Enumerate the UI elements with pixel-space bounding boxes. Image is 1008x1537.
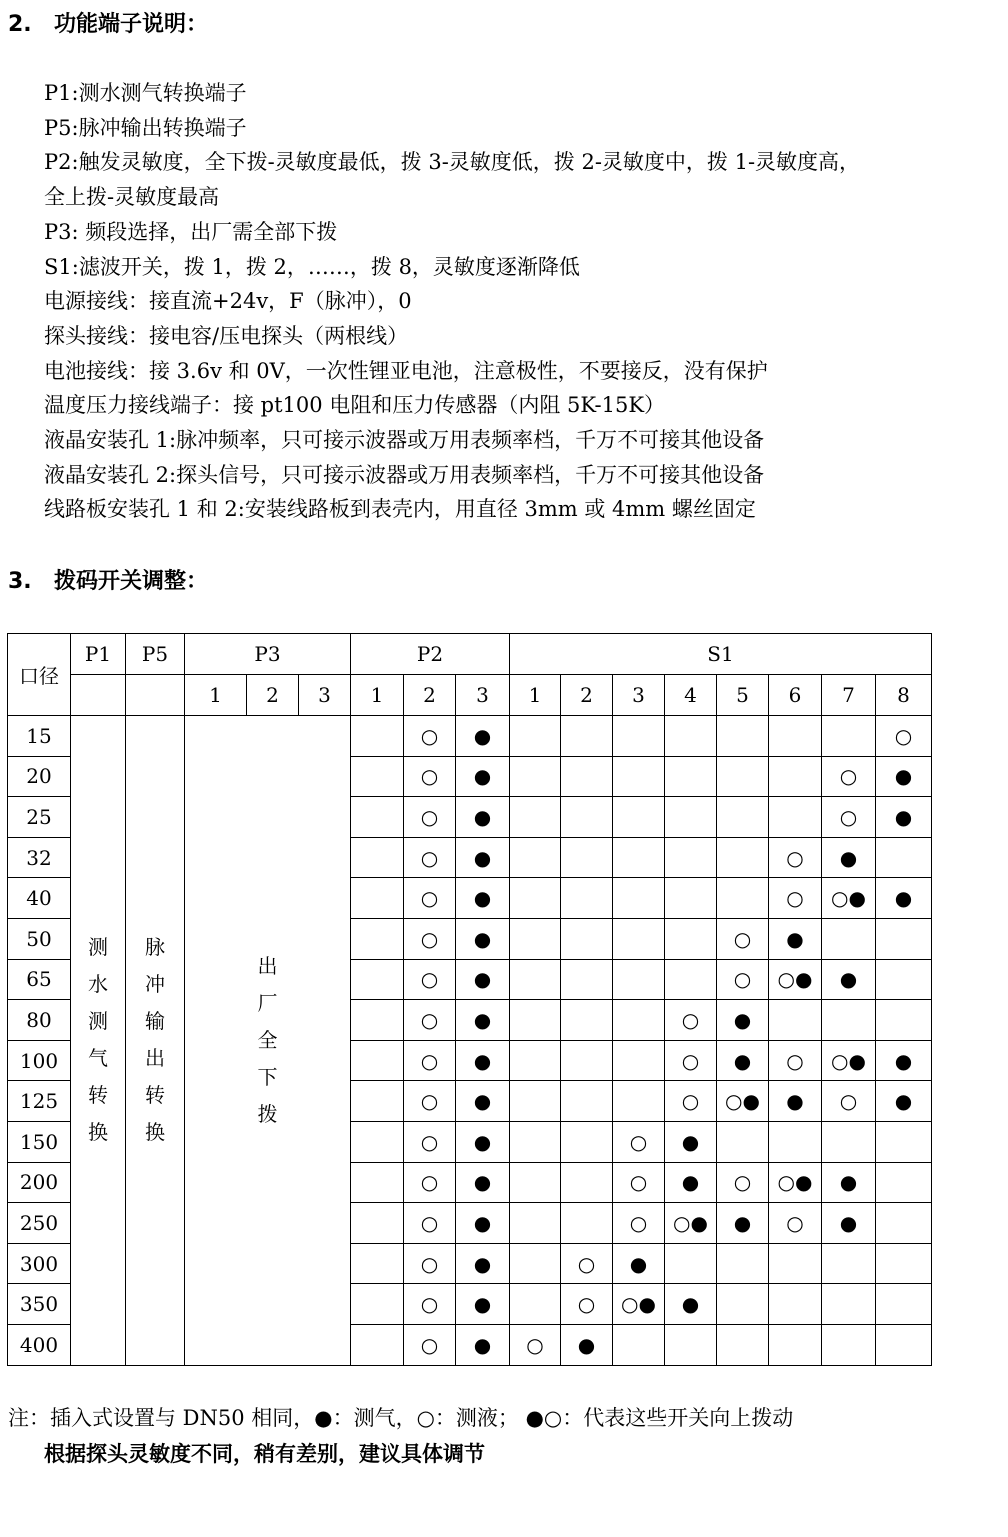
s1-switch-3-cell: ○ — [613, 1162, 665, 1203]
p2-switch-3-cell: ● — [456, 918, 510, 959]
subheader-p3-3: 3 — [299, 675, 351, 716]
s1-switch-6-cell: ○● — [769, 1162, 822, 1203]
s1-switch-6-cell: ● — [769, 1081, 822, 1122]
diameter-cell: 125 — [8, 1081, 71, 1122]
header-s1: S1 — [510, 634, 932, 675]
p2-switch-2-cell: ○ — [404, 878, 456, 919]
s1-switch-1-cell — [510, 1203, 561, 1244]
header-diameter: 口径 — [8, 634, 71, 716]
s1-switch-3-cell: ○ — [613, 1203, 665, 1244]
s1-switch-1-cell — [510, 878, 561, 919]
s1-switch-1-cell — [510, 797, 561, 838]
subheader-row — [8, 675, 932, 716]
s1-switch-3-cell: ○ — [613, 1121, 665, 1162]
s1-switch-2-cell — [561, 878, 613, 919]
s1-switch-2-cell — [561, 1040, 613, 1081]
s1-switch-3-cell — [613, 716, 665, 757]
s1-switch-2-cell — [561, 1203, 613, 1244]
s1-switch-4-cell — [665, 878, 717, 919]
s1-switch-5-cell — [717, 1121, 769, 1162]
section-3-title: 拨码开关调整： — [54, 569, 209, 594]
s1-switch-7-cell: ○● — [822, 1040, 876, 1081]
s1-switch-5-cell: ○ — [717, 1162, 769, 1203]
s1-switch-2-cell — [561, 716, 613, 757]
s1-switch-7-cell — [822, 1000, 876, 1041]
section-2-title: 功能端子说明： — [54, 12, 209, 37]
s1-switch-8-cell: ○ — [876, 716, 932, 757]
description-line: P2:触发灵敏度，全下拨-灵敏度最低，拨 3-灵敏度低，拨 2-灵敏度中，拨 1-灵敏度高， — [44, 150, 861, 175]
diameter-cell: 300 — [8, 1243, 71, 1284]
s1-switch-3-cell — [613, 1040, 665, 1081]
s1-switch-6-cell: ○ — [769, 837, 822, 878]
description-line: 液晶安装孔 2:探头信号，只可接示波器或万用表频率档，千万不可接其他设备 — [44, 462, 765, 487]
s1-switch-2-cell — [561, 1162, 613, 1203]
p2-switch-2-cell: ○ — [404, 959, 456, 1000]
s1-switch-7-cell: ○ — [822, 1081, 876, 1122]
description-line: 线路板安装孔 1 和 2:安装线路板到表壳内，用直径 3mm 或 4mm 螺丝固定 — [44, 497, 756, 522]
s1-switch-1-cell — [510, 1243, 561, 1284]
p2-switch-1-cell — [351, 878, 404, 919]
diameter-cell: 200 — [8, 1162, 71, 1203]
p2-switch-3-cell: ● — [456, 1081, 510, 1122]
s1-switch-7-cell — [822, 918, 876, 959]
p2-switch-3-cell: ● — [456, 1284, 510, 1325]
s1-switch-3-cell — [613, 959, 665, 1000]
s1-switch-3-cell — [613, 1000, 665, 1041]
s1-switch-8-cell — [876, 1162, 932, 1203]
s1-switch-1-cell — [510, 1040, 561, 1081]
diameter-cell: 400 — [8, 1324, 71, 1365]
s1-switch-5-cell — [717, 756, 769, 797]
diameter-cell: 32 — [8, 837, 71, 878]
section-3-heading — [8, 567, 208, 597]
s1-switch-2-cell — [561, 837, 613, 878]
p2-switch-3-cell: ● — [456, 716, 510, 757]
header-p1-blank — [71, 675, 126, 716]
legend-note: 注：插入式设置与 DN50 相同，●：测气，○：测液； ●○：代表这些开关向上拨动 — [8, 1406, 794, 1430]
s1-switch-5-cell — [717, 716, 769, 757]
subheader-s1-6: 6 — [769, 675, 822, 716]
p2-switch-2-cell: ○ — [404, 1081, 456, 1122]
s1-switch-1-cell: ○ — [510, 1324, 561, 1365]
section-3-number: 3. — [8, 569, 32, 594]
p2-switch-2-cell: ○ — [404, 756, 456, 797]
p2-switch-2-cell: ○ — [404, 918, 456, 959]
s1-switch-7-cell: ○ — [822, 797, 876, 838]
p3-merged-cell-text: 出厂全下拨 — [257, 953, 278, 1126]
p2-switch-3-cell: ● — [456, 1324, 510, 1365]
s1-switch-6-cell: ○ — [769, 1203, 822, 1244]
s1-switch-3-cell — [613, 918, 665, 959]
diameter-cell: 15 — [8, 716, 71, 757]
s1-switch-1-cell — [510, 756, 561, 797]
s1-switch-6-cell: ○● — [769, 959, 822, 1000]
s1-switch-8-cell: ● — [876, 797, 932, 838]
p2-switch-3-cell: ● — [456, 1243, 510, 1284]
p2-switch-3-cell: ● — [456, 756, 510, 797]
diameter-cell: 25 — [8, 797, 71, 838]
subheader-p2-2: 2 — [404, 675, 456, 716]
s1-switch-5-cell: ● — [717, 1000, 769, 1041]
subheader-s1-8: 8 — [876, 675, 932, 716]
p2-switch-2-cell: ○ — [404, 1000, 456, 1041]
s1-switch-2-cell — [561, 959, 613, 1000]
description-line: S1:滤波开关，拨 1，拨 2，……，拨 8，灵敏度逐渐降低 — [44, 254, 580, 279]
s1-switch-8-cell — [876, 959, 932, 1000]
s1-switch-8-cell — [876, 837, 932, 878]
s1-switch-6-cell: ○ — [769, 1040, 822, 1081]
description-line: 全上拨-灵敏度最高 — [44, 185, 220, 210]
header-p5-blank — [126, 675, 185, 716]
s1-switch-4-cell — [665, 959, 717, 1000]
s1-switch-4-cell — [665, 918, 717, 959]
p2-switch-1-cell — [351, 1162, 404, 1203]
s1-switch-4-cell: ○ — [665, 1081, 717, 1122]
p1-merged-cell-text: 测水测气转换 — [88, 935, 108, 1145]
p2-switch-2-cell: ○ — [404, 716, 456, 757]
p2-switch-3-cell: ● — [456, 1162, 510, 1203]
p3-merged-cell — [185, 716, 351, 1366]
s1-switch-2-cell — [561, 1081, 613, 1122]
header-p5: P5 — [126, 634, 185, 675]
s1-switch-2-cell: ○ — [561, 1243, 613, 1284]
s1-switch-4-cell: ○ — [665, 1040, 717, 1081]
s1-switch-8-cell: ● — [876, 878, 932, 919]
description-line: P1:测水测气转换端子 — [44, 81, 247, 105]
section-2-heading — [8, 10, 208, 40]
s1-switch-5-cell — [717, 1243, 769, 1284]
diameter-cell: 20 — [8, 756, 71, 797]
subheader-s1-5: 5 — [717, 675, 769, 716]
s1-switch-1-cell — [510, 918, 561, 959]
s1-switch-3-cell — [613, 837, 665, 878]
s1-switch-7-cell: ● — [822, 1203, 876, 1244]
s1-switch-5-cell: ● — [717, 1203, 769, 1244]
p2-switch-2-cell: ○ — [404, 1324, 456, 1365]
s1-switch-8-cell: ● — [876, 756, 932, 797]
p2-switch-1-cell — [351, 1081, 404, 1122]
s1-switch-5-cell: ○● — [717, 1081, 769, 1122]
s1-switch-4-cell — [665, 837, 717, 878]
s1-switch-5-cell: ○ — [717, 918, 769, 959]
p2-switch-2-cell: ○ — [404, 797, 456, 838]
diameter-cell: 250 — [8, 1203, 71, 1244]
s1-switch-1-cell — [510, 1162, 561, 1203]
s1-switch-6-cell: ● — [769, 918, 822, 959]
diameter-cell: 50 — [8, 918, 71, 959]
header-p3: P3 — [185, 634, 351, 675]
p2-switch-2-cell: ○ — [404, 1243, 456, 1284]
s1-switch-7-cell — [822, 1243, 876, 1284]
s1-switch-3-cell — [613, 878, 665, 919]
subheader-s1-1: 1 — [510, 675, 561, 716]
s1-switch-6-cell — [769, 797, 822, 838]
s1-switch-8-cell: ● — [876, 1040, 932, 1081]
s1-switch-5-cell — [717, 878, 769, 919]
s1-switch-1-cell — [510, 1284, 561, 1325]
subheader-s1-2: 2 — [561, 675, 613, 716]
p2-switch-1-cell — [351, 1243, 404, 1284]
s1-switch-2-cell — [561, 756, 613, 797]
s1-switch-3-cell — [613, 797, 665, 838]
s1-switch-3-cell: ● — [613, 1243, 665, 1284]
subheader-p3-2: 2 — [247, 675, 299, 716]
s1-switch-6-cell: ○ — [769, 878, 822, 919]
p2-switch-1-cell — [351, 1324, 404, 1365]
s1-switch-1-cell — [510, 716, 561, 757]
s1-switch-7-cell — [822, 716, 876, 757]
p2-switch-1-cell — [351, 1284, 404, 1325]
p2-switch-3-cell: ● — [456, 878, 510, 919]
s1-switch-3-cell — [613, 1324, 665, 1365]
s1-switch-4-cell: ● — [665, 1121, 717, 1162]
s1-switch-5-cell — [717, 1324, 769, 1365]
s1-switch-6-cell — [769, 1324, 822, 1365]
s1-switch-7-cell: ○ — [822, 756, 876, 797]
s1-switch-6-cell — [769, 756, 822, 797]
s1-switch-6-cell — [769, 1121, 822, 1162]
s1-switch-2-cell: ● — [561, 1324, 613, 1365]
s1-switch-8-cell: ● — [876, 1081, 932, 1122]
p2-switch-3-cell: ● — [456, 1040, 510, 1081]
p1-merged-cell — [71, 716, 126, 1366]
p2-switch-3-cell: ● — [456, 1121, 510, 1162]
diameter-cell: 65 — [8, 959, 71, 1000]
s1-switch-4-cell — [665, 1324, 717, 1365]
p2-switch-1-cell — [351, 1000, 404, 1041]
subheader-p2-1: 1 — [351, 675, 404, 716]
p5-merged-cell-text: 脉冲输出转换 — [145, 935, 165, 1145]
s1-switch-2-cell — [561, 1121, 613, 1162]
s1-switch-7-cell: ○● — [822, 878, 876, 919]
s1-switch-5-cell — [717, 837, 769, 878]
p5-merged-cell — [126, 716, 185, 1366]
s1-switch-2-cell — [561, 918, 613, 959]
p2-switch-1-cell — [351, 716, 404, 757]
diameter-cell: 80 — [8, 1000, 71, 1041]
s1-switch-4-cell — [665, 756, 717, 797]
s1-switch-5-cell: ○ — [717, 959, 769, 1000]
s1-switch-4-cell: ○ — [665, 1000, 717, 1041]
s1-switch-5-cell: ● — [717, 1040, 769, 1081]
s1-switch-8-cell — [876, 1324, 932, 1365]
description-line: 温度压力接线端子：接 pt100 电阻和压力传感器（内阻 5K-15K） — [44, 393, 666, 418]
description-line: 探头接线：接电容/压电探头（两根线） — [44, 323, 409, 348]
s1-switch-8-cell — [876, 1121, 932, 1162]
p2-switch-2-cell: ○ — [404, 837, 456, 878]
s1-switch-7-cell: ● — [822, 1162, 876, 1203]
s1-switch-3-cell — [613, 1081, 665, 1122]
p2-switch-1-cell — [351, 756, 404, 797]
s1-switch-3-cell: ○● — [613, 1284, 665, 1325]
adjustment-advice: 根据探头灵敏度不同，稍有差别，建议具体调节 — [44, 1442, 485, 1466]
terminal-description-list — [44, 76, 994, 527]
subheader-s1-4: 4 — [665, 675, 717, 716]
diameter-cell: 40 — [8, 878, 71, 919]
description-line: P3: 频段选择，出厂需全部下拨 — [44, 219, 338, 244]
s1-switch-2-cell: ○ — [561, 1284, 613, 1325]
diameter-cell: 350 — [8, 1284, 71, 1325]
header-p2: P2 — [351, 634, 510, 675]
s1-switch-7-cell — [822, 1121, 876, 1162]
diameter-cell: 150 — [8, 1121, 71, 1162]
p2-switch-2-cell: ○ — [404, 1284, 456, 1325]
subheader-p3-1: 1 — [185, 675, 247, 716]
diameter-cell: 100 — [8, 1040, 71, 1081]
p2-switch-1-cell — [351, 918, 404, 959]
p2-switch-2-cell: ○ — [404, 1121, 456, 1162]
description-line: 电池接线：接 3.6v 和 0V，一次性锂亚电池，注意极性，不要接反，没有保护 — [44, 358, 768, 383]
s1-switch-8-cell — [876, 918, 932, 959]
p2-switch-2-cell: ○ — [404, 1162, 456, 1203]
s1-switch-7-cell — [822, 1284, 876, 1325]
s1-switch-6-cell — [769, 1243, 822, 1284]
s1-switch-8-cell — [876, 1243, 932, 1284]
s1-switch-2-cell — [561, 797, 613, 838]
s1-switch-8-cell — [876, 1203, 932, 1244]
s1-switch-4-cell: ○● — [665, 1203, 717, 1244]
p2-switch-1-cell — [351, 837, 404, 878]
p2-switch-3-cell: ● — [456, 1203, 510, 1244]
s1-switch-4-cell: ● — [665, 1162, 717, 1203]
p2-switch-1-cell — [351, 1121, 404, 1162]
p2-switch-1-cell — [351, 959, 404, 1000]
header-p1: P1 — [71, 634, 126, 675]
p2-switch-3-cell: ● — [456, 1000, 510, 1041]
s1-switch-1-cell — [510, 1000, 561, 1041]
p2-switch-2-cell: ○ — [404, 1040, 456, 1081]
subheader-p2-3: 3 — [456, 675, 510, 716]
p2-switch-3-cell: ● — [456, 837, 510, 878]
s1-switch-7-cell: ● — [822, 959, 876, 1000]
s1-switch-4-cell: ● — [665, 1284, 717, 1325]
s1-switch-6-cell — [769, 1284, 822, 1325]
s1-switch-7-cell: ● — [822, 837, 876, 878]
s1-switch-5-cell — [717, 1284, 769, 1325]
s1-switch-4-cell — [665, 797, 717, 838]
p2-switch-3-cell: ● — [456, 959, 510, 1000]
p2-switch-1-cell — [351, 1040, 404, 1081]
dip-switch-table — [7, 633, 932, 1366]
section-2-number: 2. — [8, 12, 32, 37]
s1-switch-3-cell — [613, 756, 665, 797]
s1-switch-7-cell — [822, 1324, 876, 1365]
description-line: P5:脉冲输出转换端子 — [44, 115, 247, 140]
description-line: 液晶安装孔 1:脉冲频率，只可接示波器或万用表频率档，千万不可接其他设备 — [44, 428, 765, 453]
p2-switch-3-cell: ● — [456, 797, 510, 838]
s1-switch-8-cell — [876, 1284, 932, 1325]
s1-switch-1-cell — [510, 837, 561, 878]
s1-switch-6-cell — [769, 716, 822, 757]
s1-switch-8-cell — [876, 1000, 932, 1041]
s1-switch-1-cell — [510, 1081, 561, 1122]
subheader-s1-7: 7 — [822, 675, 876, 716]
s1-switch-1-cell — [510, 1121, 561, 1162]
table-row — [8, 716, 932, 757]
s1-switch-4-cell — [665, 1243, 717, 1284]
subheader-s1-3: 3 — [613, 675, 665, 716]
s1-switch-2-cell — [561, 1000, 613, 1041]
description-line: 电源接线：接直流+24v，F（脉冲），0 — [44, 289, 412, 314]
s1-switch-1-cell — [510, 959, 561, 1000]
s1-switch-6-cell — [769, 1000, 822, 1041]
s1-switch-4-cell — [665, 716, 717, 757]
p2-switch-1-cell — [351, 797, 404, 838]
p2-switch-2-cell: ○ — [404, 1203, 456, 1244]
s1-switch-5-cell — [717, 797, 769, 838]
p2-switch-1-cell — [351, 1203, 404, 1244]
